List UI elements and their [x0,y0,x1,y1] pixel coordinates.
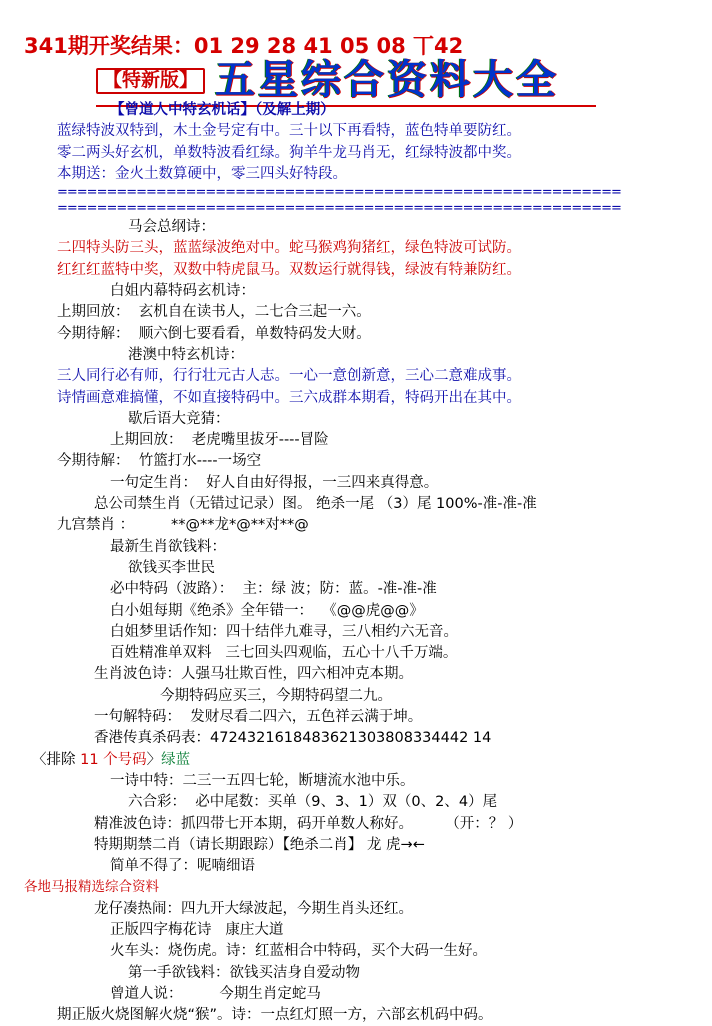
text-line: 特期期禁二肖（请长期跟踪）【绝杀二肖】 龙 虎→← [94,836,425,853]
text-line: 第一手欲钱料：欲钱买洁身自爱动物 [128,964,360,981]
title-row [96,57,560,103]
text-line: 一句解特码： 发财尽看二四六，五色祥云满于坤。 [94,709,423,726]
text-line: 正版四字梅花诗 康庄大道 [110,921,284,938]
text-line: 歇后语大竞猜： [128,410,230,427]
lottery-numbers: 01 29 28 41 05 08 丅42 [193,34,464,58]
text-line: 期正版火烧图解火烧“猴”。诗：一点红灯照一方，六部玄机码中码。 [57,1007,493,1024]
text-line: 一诗中特：二三一五四七轮，断塘流水池中乐。 [110,772,415,789]
text-line: 诗情画意难搞懂，不如直接特码中。三六成群本期看，特码开出在其中。 [57,389,521,406]
text-line: 各地马报精选综合资料 [24,879,159,896]
text-line: 生肖波色诗：人强马壮欺百性，四六相冲克本期。 [94,666,413,683]
text-line: ========================================================= [57,201,621,217]
text-line: 【曾道人中特玄机话】（及解上期） [110,102,335,118]
text-line: 百姓精准单双料 三七回头四观临，五心十八千万端。 [110,645,458,662]
lottery-result-label: 341期开奖结果： [24,34,194,58]
text-line: 龙仔凑热闹：四九开大绿波起，今期生肖头还红。 [94,900,413,917]
edition-badge: 【特新版】 [96,68,205,94]
text-line: ========================================================= [57,185,621,201]
lottery-result-line [24,30,463,60]
text-line: 火车头：烧伤虎。诗：红蓝相合中特码，买个大码一生好。 [110,943,487,960]
text-line: 一句定生肖： 好人自由好得报，一三四来真得意。 [110,474,439,491]
text-line: 白姐梦里话作知：四十结伴九难寻，三八相约六无音。 [110,623,458,640]
text-line: 上期回放： 玄机自在读书人，二七合三起一六。 [57,304,371,321]
text-line: 三人同行必有师，行行壮元古人志。一心一意创新意，三心二意难成事。 [57,368,521,385]
page-title: 五星综合资料大全 [215,57,560,103]
text-line: 今期特码应买三，今期特码望二九。 [160,687,392,704]
text-line: 简单不得了：呢喃细语 [110,858,255,875]
text-line: 曾道人说： 今期生肖定蛇马 [110,985,321,1002]
text-line: 最新生肖欲钱料： [110,538,226,555]
text-line: 港澳中特玄机诗： [128,346,244,363]
text-line: 欲钱买李世民 [128,559,215,576]
text-line: 白小姐每期《绝杀》全年错一： 《@@虎@@》 [110,602,424,619]
text-line: 精准波色诗：抓四带七开本期，码开单数人称好。 （开：？ ） [94,815,523,832]
text-line: 白姐内幕特码玄机诗： [110,283,255,300]
text-line: 香港传真杀码表：4724321618483621303808334442 14 [94,730,492,747]
text-line: 本期送：金火土数算硬中，零三四头好特段。 [57,165,347,182]
text-line: 今期待解： 顺六倒七要看看，单数特码发大财。 [57,325,371,342]
text-line: 零二两头好玄机，单数特波看红绿。狗羊牛龙马肖无，红绿特波都中奖。 [57,144,521,161]
text-line: 今期待解： 竹篮打水----一场空 [57,453,262,470]
text-line: 红红红蓝特中奖，双数中特虎鼠马。双数运行就得钱，绿波有特兼防红。 [57,261,521,278]
text-line: 二四特头防三头，蓝蓝绿波绝对中。蛇马猴鸡狗猪红，绿色特波可试防。 [57,240,521,257]
text-line: 九宫禁肖 ： **@**龙*@**对**@ [57,517,309,534]
text-line: 必中特码（波路）： 主：绿 波；防：蓝。-准-准-准 [110,581,437,598]
text-line: 马会总纲诗： [128,219,215,236]
text-line: 上期回放： 老虎嘴里拔牙----冒险 [110,432,329,449]
text-line: 蓝绿特波双特到，木土金号定有中。三十以下再看特，蓝色特单要防红。 [57,123,521,140]
text-line: 六合彩： 必中尾数：买单（9、3、1）双（0、2、4）尾 [128,794,498,811]
text-line: 总公司禁生肖（无错过记录）图。 绝杀一尾 （3）尾 100%-准-准-准 [94,496,537,513]
document-body [0,100,712,1026]
text-line: 〈排除 11 个号码〉绿蓝 [32,751,191,768]
